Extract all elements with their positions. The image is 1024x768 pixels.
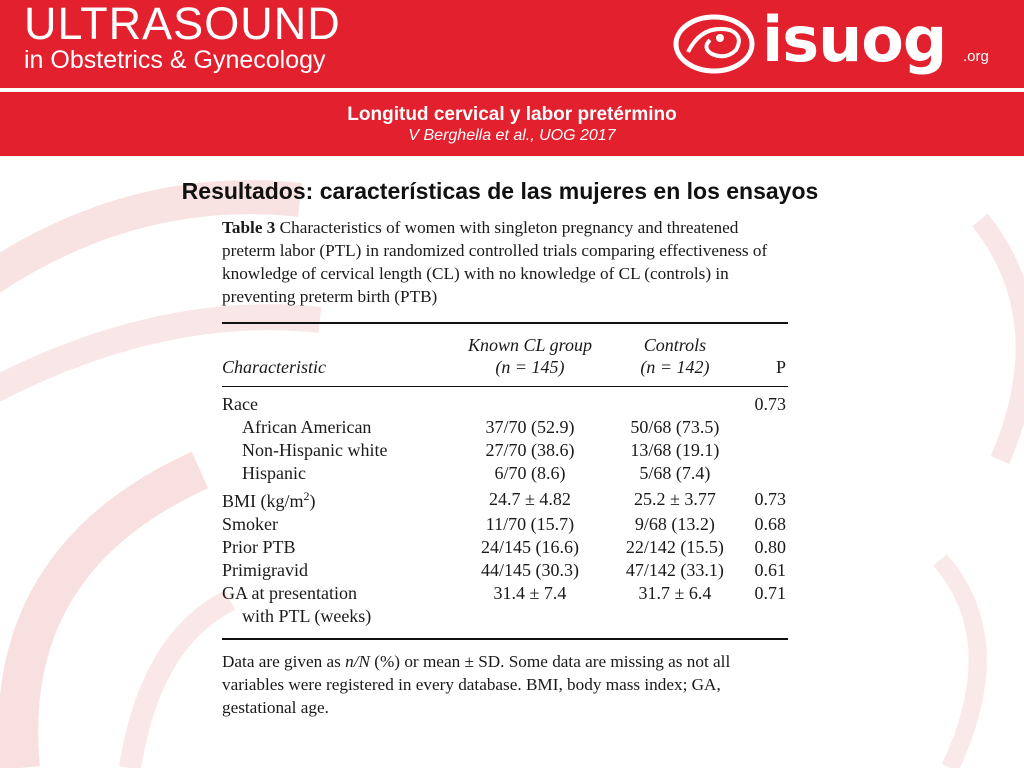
- row-p: 0.71: [754, 583, 786, 603]
- isuog-logo-icon: [672, 8, 758, 78]
- table-caption-text: Characteristics of women with singleton pregnancy and threatened preterm labor (PTL) in randomized controlled trials comparing effectiveness of knowledge of cervical length (CL) with no knowledge of CL (controls) in preventing preterm birth (PTB): [222, 218, 768, 306]
- row-known: 11/70 (15.7): [485, 514, 575, 534]
- table-caption: [222, 216, 788, 308]
- row-characteristic: Hispanic: [242, 463, 306, 483]
- row-p: 0.73: [754, 394, 786, 414]
- table-label: Table 3: [222, 218, 276, 237]
- row-p: 0.61: [754, 560, 786, 580]
- title-band: [0, 92, 1024, 156]
- journal-subtitle: in Obstetrics & Gynecology: [24, 46, 326, 74]
- isuog-logo-suffix: .org: [963, 48, 989, 65]
- row-characteristic: Race: [222, 394, 258, 414]
- table-header-row: [222, 324, 788, 386]
- row-characteristic: with PTL (weeks): [242, 606, 372, 626]
- row-known: 6/70 (8.6): [494, 463, 566, 483]
- table-row: [222, 416, 788, 439]
- table-row: [222, 582, 788, 605]
- row-known: 44/145 (30.3): [480, 560, 579, 580]
- row-characteristic: Non-Hispanic white: [242, 440, 388, 460]
- row-characteristic: Primigravid: [222, 560, 308, 580]
- band-citation: V Berghella et al., UOG 2017: [408, 127, 616, 144]
- row-p: [740, 462, 788, 485]
- row-known: 31.4 ± 7.4: [493, 583, 567, 603]
- band-title: Longitud cervical y labor pretérmino: [347, 104, 677, 125]
- row-known: [450, 393, 610, 416]
- row-controls: 25.2 ± 3.77: [633, 488, 716, 509]
- table-row: [222, 536, 788, 559]
- row-known: [450, 605, 610, 628]
- journal-title: ULTRASOUND: [24, 0, 341, 49]
- row-p: [740, 605, 788, 628]
- row-controls: 5/68 (7.4): [639, 463, 711, 483]
- header-p: P: [775, 357, 786, 377]
- row-controls: [610, 393, 740, 416]
- row-characteristic: Prior PTB: [222, 537, 296, 557]
- results-table-figure: [222, 216, 788, 719]
- row-controls: 13/68 (19.1): [630, 440, 720, 460]
- row-controls: 9/68 (13.2): [634, 514, 715, 534]
- header-controls: Controls (n = 142): [640, 335, 710, 377]
- row-p: 0.73: [754, 488, 786, 509]
- row-p: [740, 416, 788, 439]
- table-row: [222, 559, 788, 582]
- row-controls: 47/142 (33.1): [625, 560, 724, 580]
- journal-header: [0, 0, 1024, 88]
- row-characteristic: GA at presentation: [222, 583, 357, 603]
- row-characteristic: African American: [242, 417, 372, 437]
- table-row: [222, 513, 788, 536]
- row-characteristic: Smoker: [222, 514, 278, 534]
- row-p: 0.80: [754, 537, 786, 557]
- slide-title: Resultados: características de las mujeres en los ensayos: [181, 178, 819, 204]
- row-known: 27/70 (38.6): [485, 440, 575, 460]
- row-known: 24/145 (16.6): [480, 537, 579, 557]
- header-known-cl: Known CL group (n = 145): [467, 335, 592, 377]
- table-row: [222, 462, 788, 485]
- characteristics-table: [222, 324, 788, 628]
- row-characteristic: BMI $(kg/m^2)$: [222, 489, 316, 511]
- row-p: 0.68: [754, 514, 786, 534]
- row-controls: 22/142 (15.5): [625, 537, 724, 557]
- row-p: [740, 439, 788, 462]
- table-row: [222, 485, 788, 513]
- row-known: 24.7 ± 4.82: [489, 488, 571, 509]
- table-row: [222, 393, 788, 416]
- table-footnote: Data are given as n/N (%) or mean ± SD. Some data are missing as not all variables were registered in every database. BMI, body mass index; GA, gestational age.: [222, 652, 731, 717]
- table-row: [222, 439, 788, 462]
- header-characteristic: Characteristic: [222, 357, 326, 377]
- row-controls: 50/68 (73.5): [630, 417, 720, 437]
- isuog-logo-text: isuog: [762, 3, 947, 76]
- table-bottom-rule: [222, 638, 788, 640]
- row-controls: 31.7 ± 6.4: [638, 583, 712, 603]
- row-controls: [610, 605, 740, 628]
- table-row: [222, 605, 788, 628]
- row-known: 37/70 (52.9): [485, 417, 575, 437]
